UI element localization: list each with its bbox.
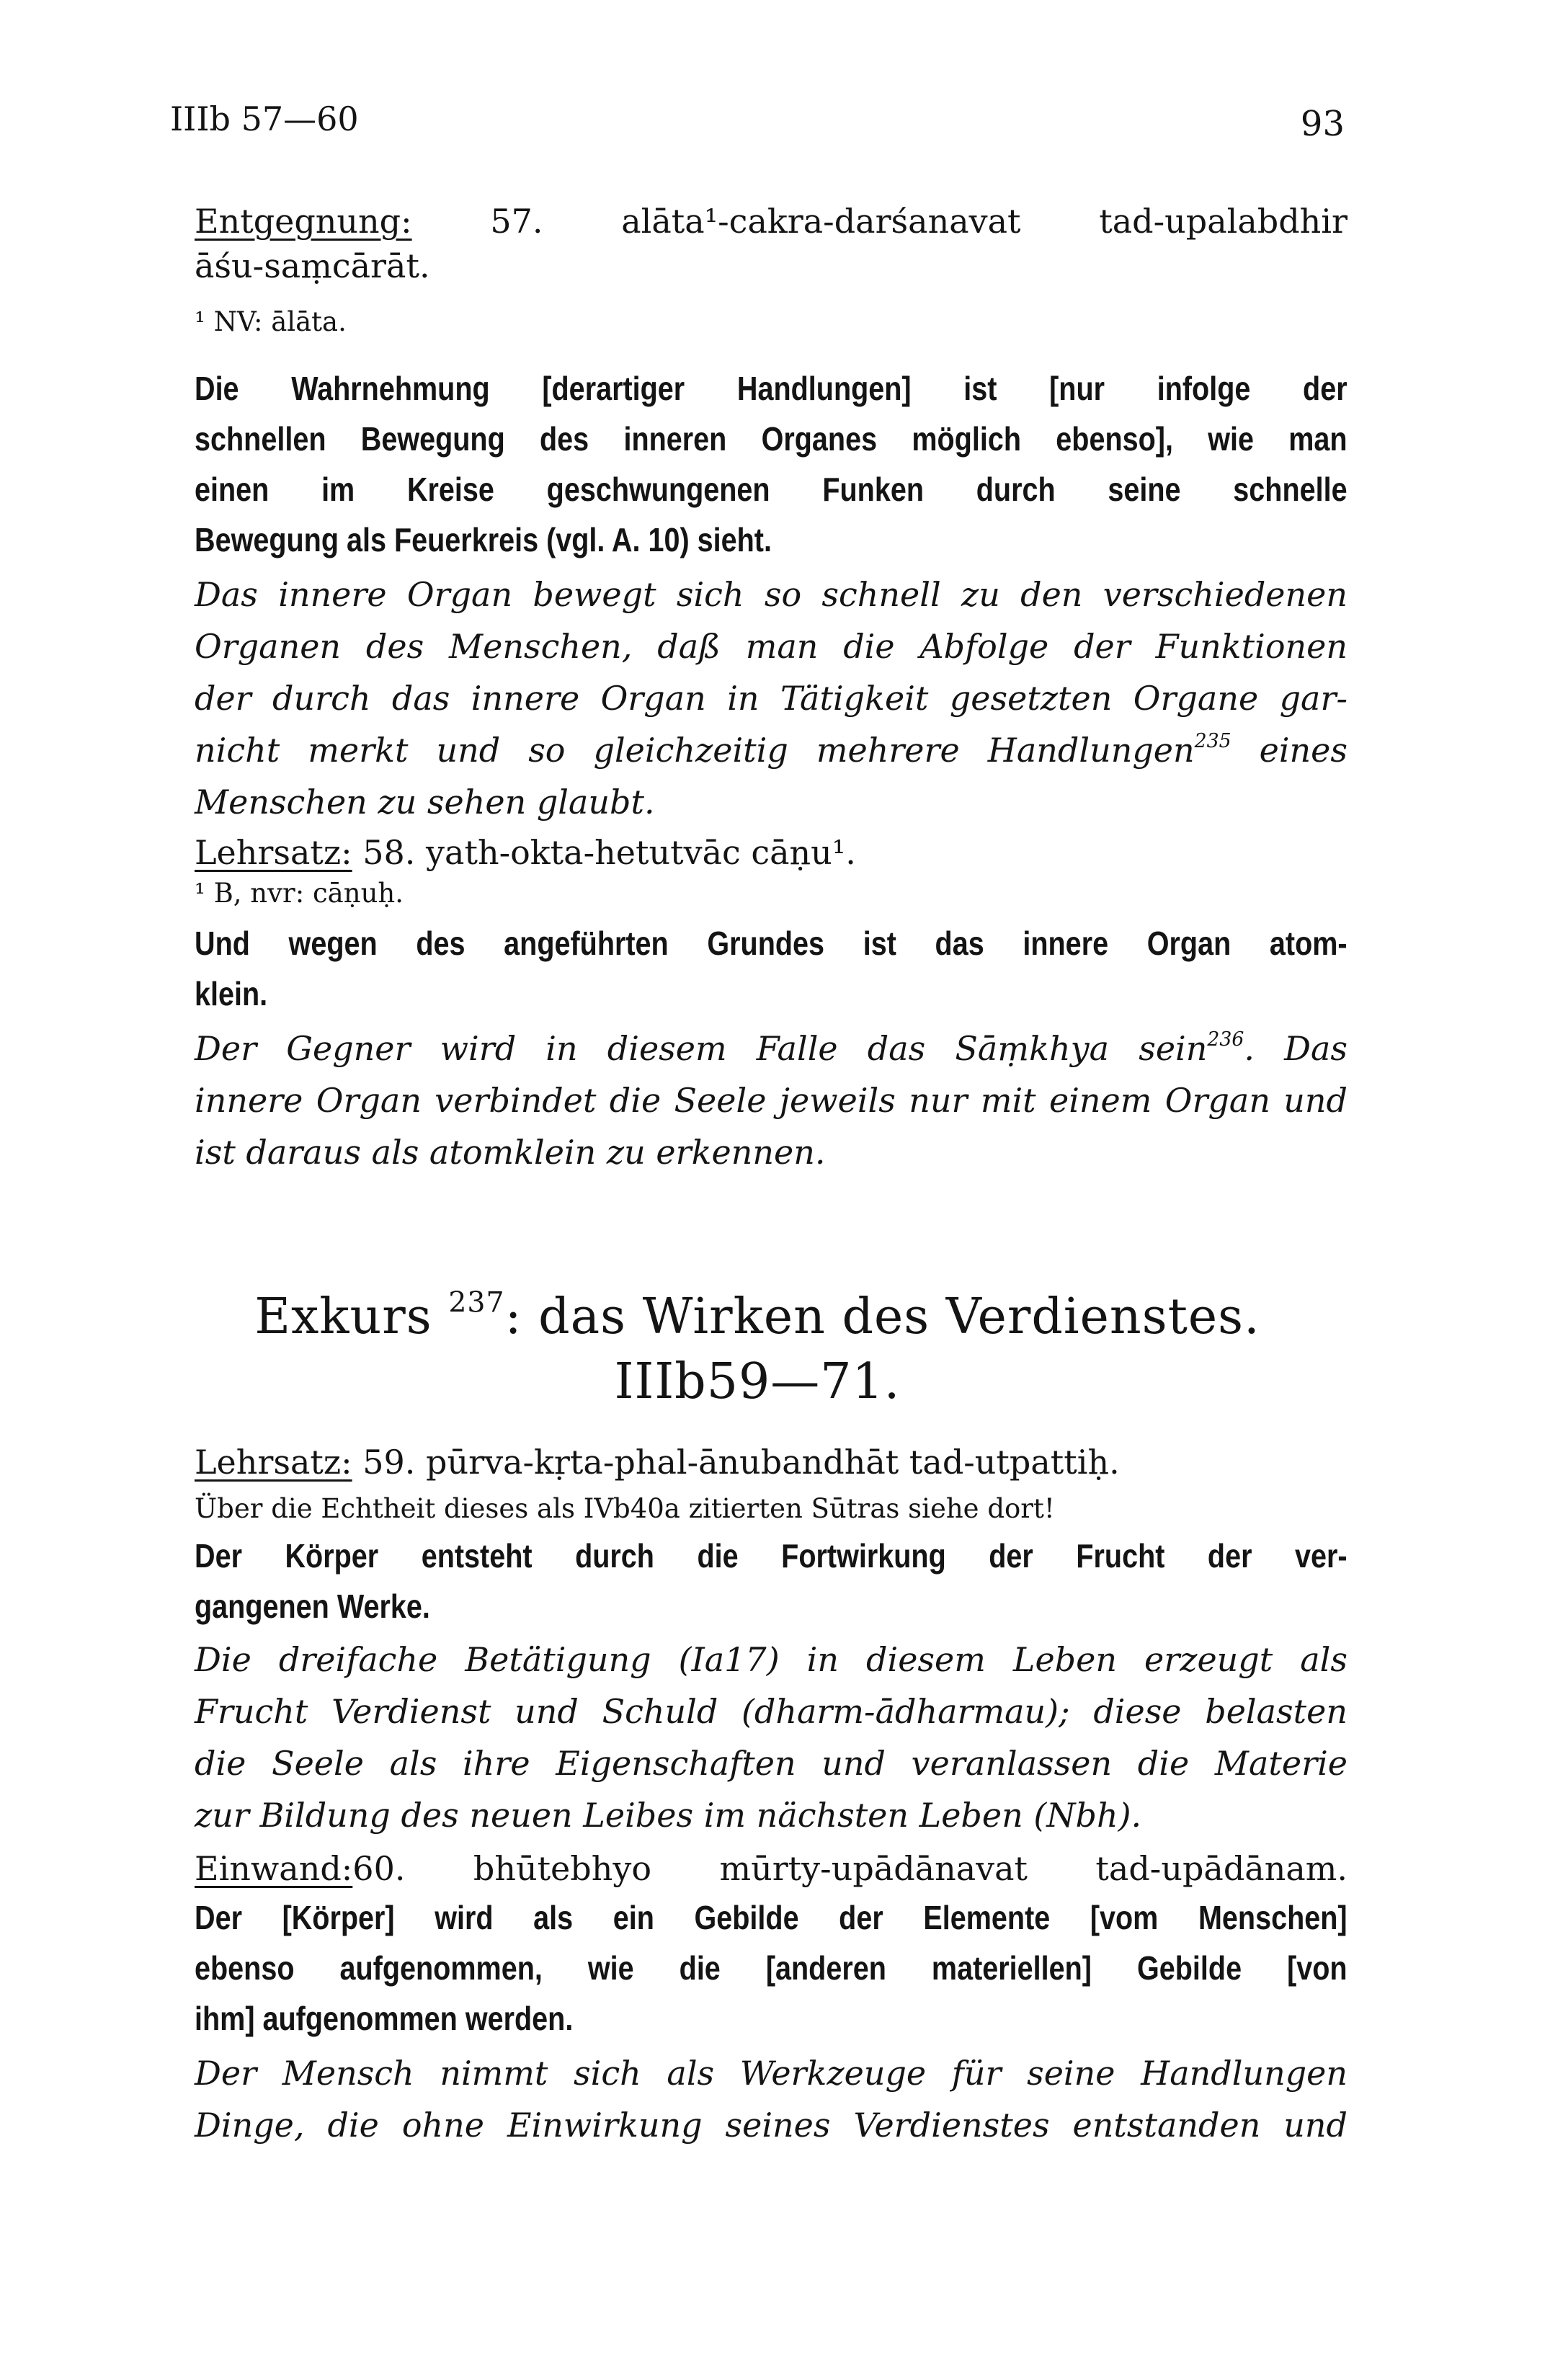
commentary-59-line-1: Die dreifache Betätigung (Ia17) in diesem Leben erzeugt als — [195, 1640, 1348, 1679]
entgegnung-label: Entgegnung: — [195, 202, 412, 241]
commentary-57-line-1: Das innere Organ bewegt sich so schnell zu den verschiedenen — [195, 575, 1348, 614]
commentary-57-line-4-text: nicht merkt und so gleichzeitig mehrere Handlungen — [195, 731, 1195, 770]
translation-59-line-1: Der Körper entsteht durch die Fortwirkung der Frucht der ver- — [195, 1537, 1348, 1575]
commentary-59-line-3: die Seele als ihre Eigenschaften und veranlassen die Materie — [195, 1744, 1348, 1783]
running-header — [170, 99, 1345, 150]
excursus-heading-line-1 — [170, 1288, 1345, 1345]
footnote-ref-236: 236 — [1207, 1028, 1244, 1051]
sutra-59-text: 59. pūrva-kṛta-phal-ānubandhāt tad-utpattiḥ. — [362, 1443, 1120, 1482]
sutra-58-text: 58. yath-okta-hetutvāc cāṇu¹. — [362, 833, 856, 872]
sutra-57-continuation: āśu-saṃcārāt. — [195, 246, 430, 285]
translation-57-line-1: Die Wahrnehmung [derartiger Handlungen] ist [nur infolge der — [195, 370, 1348, 407]
sutra-57-line — [195, 202, 1348, 241]
sutra-60-text: 60. bhūtebhyo mūrty-upādānavat tad-upādānam. — [352, 1849, 1348, 1888]
commentary-59-line-2: Frucht Verdienst und Schuld (dharm-ādharmau); diese belasten — [195, 1692, 1348, 1731]
translation-58-line-2: klein. — [195, 975, 268, 1012]
translation-60-line-2: ebenso aufgenommen, wie die [anderen materiellen] Gebilde [von — [195, 1949, 1348, 1987]
commentary-57-line-4-tail: eines — [1231, 731, 1348, 770]
commentary-60-line-2: Dinge, die ohne Einwirkung seines Verdienstes entstanden und — [195, 2106, 1348, 2145]
translation-58-line-1: Und wegen des angeführten Grundes ist das innere Organ atom- — [195, 925, 1348, 962]
sutra-60-line — [195, 1849, 1348, 1888]
footnote-57: ¹ NV: ālāta. — [195, 306, 347, 337]
commentary-58-line-1 — [195, 1029, 1348, 1068]
translation-59-line-2: gangenen Werke. — [195, 1588, 430, 1625]
footnote-ref-237: 237 — [448, 1286, 505, 1319]
lehrsatz-label-58: Lehrsatz: — [195, 833, 352, 872]
excursus-title: : das Wirken des Verdienstes. — [504, 1288, 1260, 1345]
commentary-57-line-2: Organen des Menschen, daß man die Abfolge der Funktionen — [195, 627, 1348, 666]
authenticity-note: Über die Echtheit dieses als IVb40a zitierten Sūtras siehe dort! — [195, 1493, 1055, 1524]
section-reference: IIIb 57—60 — [170, 99, 359, 138]
commentary-58-line-2: innere Organ verbindet die Seele jeweils nur mit einem Organ und — [195, 1081, 1348, 1120]
sutra-57-text: 57. alāta¹-cakra-darśanavat tad-upalabdhir — [490, 202, 1348, 241]
commentary-60-line-1: Der Mensch nimmt sich als Werkzeuge für seine Handlungen — [195, 2054, 1348, 2093]
commentary-58-line-1-text: Der Gegner wird in diesem Falle das Sāṃkhya sein — [195, 1029, 1208, 1068]
commentary-58-line-3: ist daraus als atomklein zu erkennen. — [195, 1133, 826, 1172]
translation-57-line-4: Bewegung als Feuerkreis (vgl. A. 10) sieht. — [195, 521, 772, 558]
translation-57-line-3: einen im Kreise geschwungenen Funken durch seine schnelle — [195, 471, 1348, 508]
translation-60-line-1: Der [Körper] wird als ein Gebilde der Elemente [vom Menschen] — [195, 1899, 1348, 1936]
page-number: 93 — [1300, 104, 1345, 144]
commentary-58-line-1-tail: . Das — [1244, 1029, 1348, 1068]
commentary-59-line-4: zur Bildung des neuen Leibes im nächsten Leben (Nbh). — [195, 1796, 1142, 1835]
lehrsatz-label-59: Lehrsatz: — [195, 1443, 352, 1482]
commentary-57-line-3: der durch das innere Organ in Tätigkeit gesetzten Organe gar- — [195, 679, 1348, 718]
excursus-label: Exkurs — [254, 1288, 432, 1345]
commentary-57-line-5: Menschen zu sehen glaubt. — [195, 783, 655, 821]
excursus-heading-line-2: IIIb59—71. — [614, 1353, 901, 1410]
translation-57-line-2: schnellen Bewegung des inneren Organes möglich ebenso], wie man — [195, 420, 1348, 458]
commentary-57-line-4 — [195, 731, 1348, 770]
footnote-58: ¹ B, nvr: cāṇuḥ. — [195, 878, 404, 909]
einwand-label: Einwand: — [195, 1849, 353, 1888]
footnote-ref-235: 235 — [1194, 730, 1231, 752]
translation-60-line-3: ihm] aufgenommen werden. — [195, 2000, 574, 2037]
sutra-58-line — [195, 833, 1348, 872]
sutra-59-line — [195, 1443, 1348, 1482]
